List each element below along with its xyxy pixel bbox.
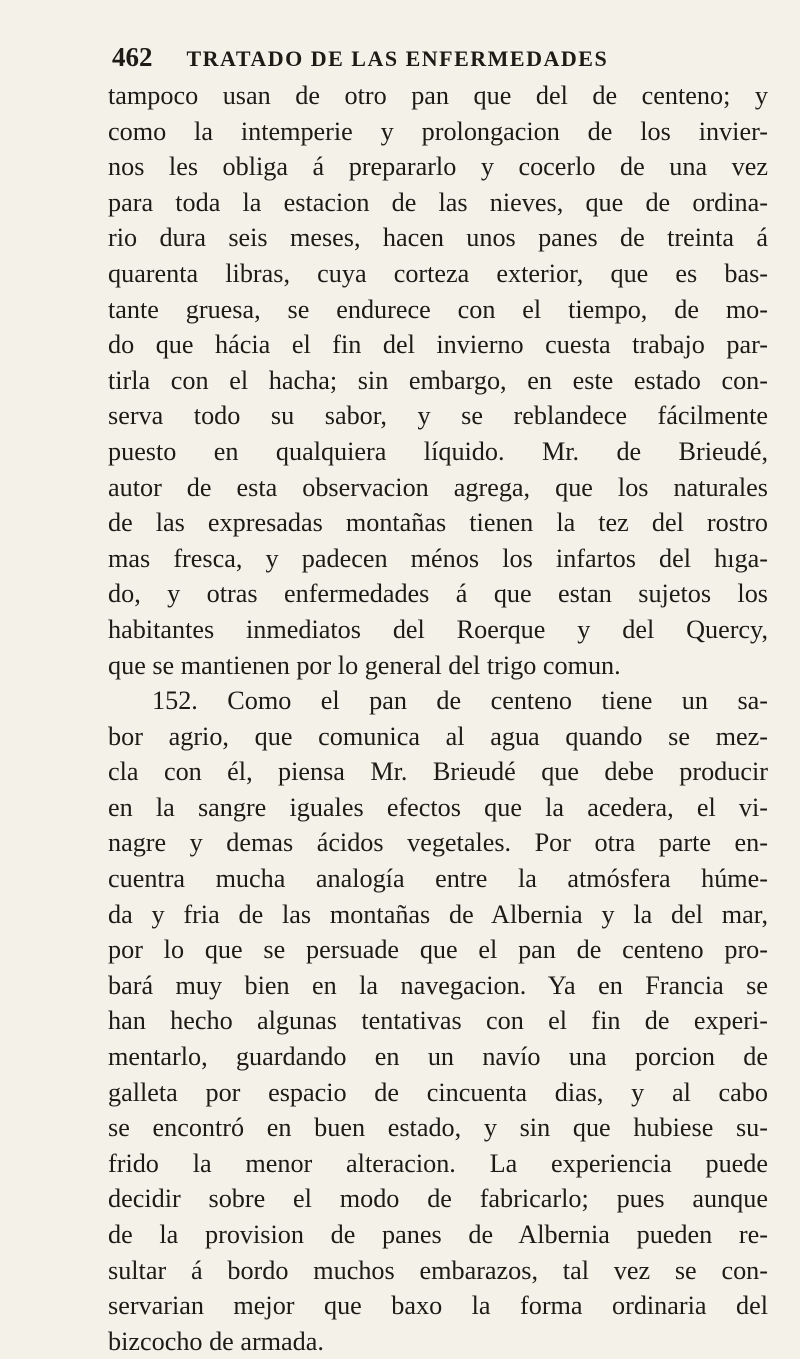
body-text	[108, 78, 768, 1359]
text-line: servarian mejor que baxo la forma ordinaria del	[108, 1291, 768, 1321]
text-line: mas fresca, y padecen ménos los infartos del hıga-	[108, 543, 768, 573]
text-line: bor agrio, que comunica al agua quando se mez-	[108, 721, 768, 751]
page-number: 462	[112, 42, 153, 72]
text-line: puesto en qualquiera líquido. Mr. de Brieudé,	[108, 436, 768, 466]
text-line: frido la menor alteracion. La experiencia puede	[108, 1148, 768, 1178]
running-head: TRATADO DE LAS ENFERMEDADES	[186, 46, 609, 71]
text-line: tante gruesa, se endurece con el tiempo, de mo-	[108, 294, 768, 324]
text-line: tampoco usan de otro pan que del de centeno; y	[108, 81, 768, 110]
text-line: de las expresadas montañas tienen la tez del rostro	[108, 508, 768, 538]
text-line: de la provision de panes de Albernia pueden re-	[108, 1220, 768, 1249]
text-line: decidir sobre el modo de fabricarlo; pues aunque	[108, 1184, 768, 1214]
paragraph-start-line: 152. Como el pan de centeno tiene un sa-	[152, 686, 768, 716]
text-line: galleta por espacio de cincuenta dias, y al cabo	[108, 1077, 768, 1107]
text-line: cla con él, piensa Mr. Brieudé que debe producir	[108, 757, 768, 787]
text-line: han hecho algunas tentativas con el fin de experi-	[108, 1006, 768, 1036]
text-line: que se mantienen por lo general del trigo comun.	[108, 650, 621, 680]
text-line: quarenta libras, cuya corteza exterior, que es bas-	[108, 258, 768, 288]
text-line: bará muy bien en la navegacion. Ya en Francia se	[108, 970, 768, 1000]
text-line: habitantes inmediatos del Roerque y del Quercy,	[108, 614, 768, 644]
text-line: do que hácia el fin del invierno cuesta trabajo par-	[108, 330, 768, 360]
text-line: autor de esta observacion agrega, que los naturales	[108, 472, 768, 502]
page-header	[112, 42, 752, 76]
text-line: nos les obliga á prepararlo y cocerlo de una vez	[108, 152, 768, 182]
text-line: tirla con el hacha; sin embargo, en este estado con-	[108, 365, 768, 395]
text-line: rio dura seis meses, hacen unos panes de treinta á	[108, 223, 768, 253]
text-line: serva todo su sabor, y se reblandece fácilmente	[108, 401, 768, 431]
text-line: como la intemperie y prolongacion de los invier-	[108, 116, 768, 146]
text-line: sultar á bordo muchos embarazos, tal vez se con-	[108, 1255, 768, 1285]
text-line: do, y otras enfermedades á que estan sujetos los	[108, 579, 768, 609]
text-line: por lo que se persuade que el pan de centeno pro-	[108, 935, 768, 965]
text-line: da y fria de las montañas de Albernia y la del mar,	[108, 899, 768, 929]
text-line: mentarlo, guardando en un navío una porcion de	[108, 1042, 768, 1072]
text-line: cuentra mucha analogía entre la atmósfera húme-	[108, 864, 768, 894]
text-line: para toda la estacion de las nieves, que de ordina-	[108, 187, 768, 217]
text-line: bizcocho de armada.	[108, 1326, 324, 1356]
text-line: en la sangre iguales efectos que la acedera, el vi-	[108, 792, 768, 822]
text-line: nagre y demas ácidos vegetales. Por otra parte en-	[108, 828, 768, 858]
text-line: se encontró en buen estado, y sin que hubiese su-	[108, 1113, 768, 1143]
